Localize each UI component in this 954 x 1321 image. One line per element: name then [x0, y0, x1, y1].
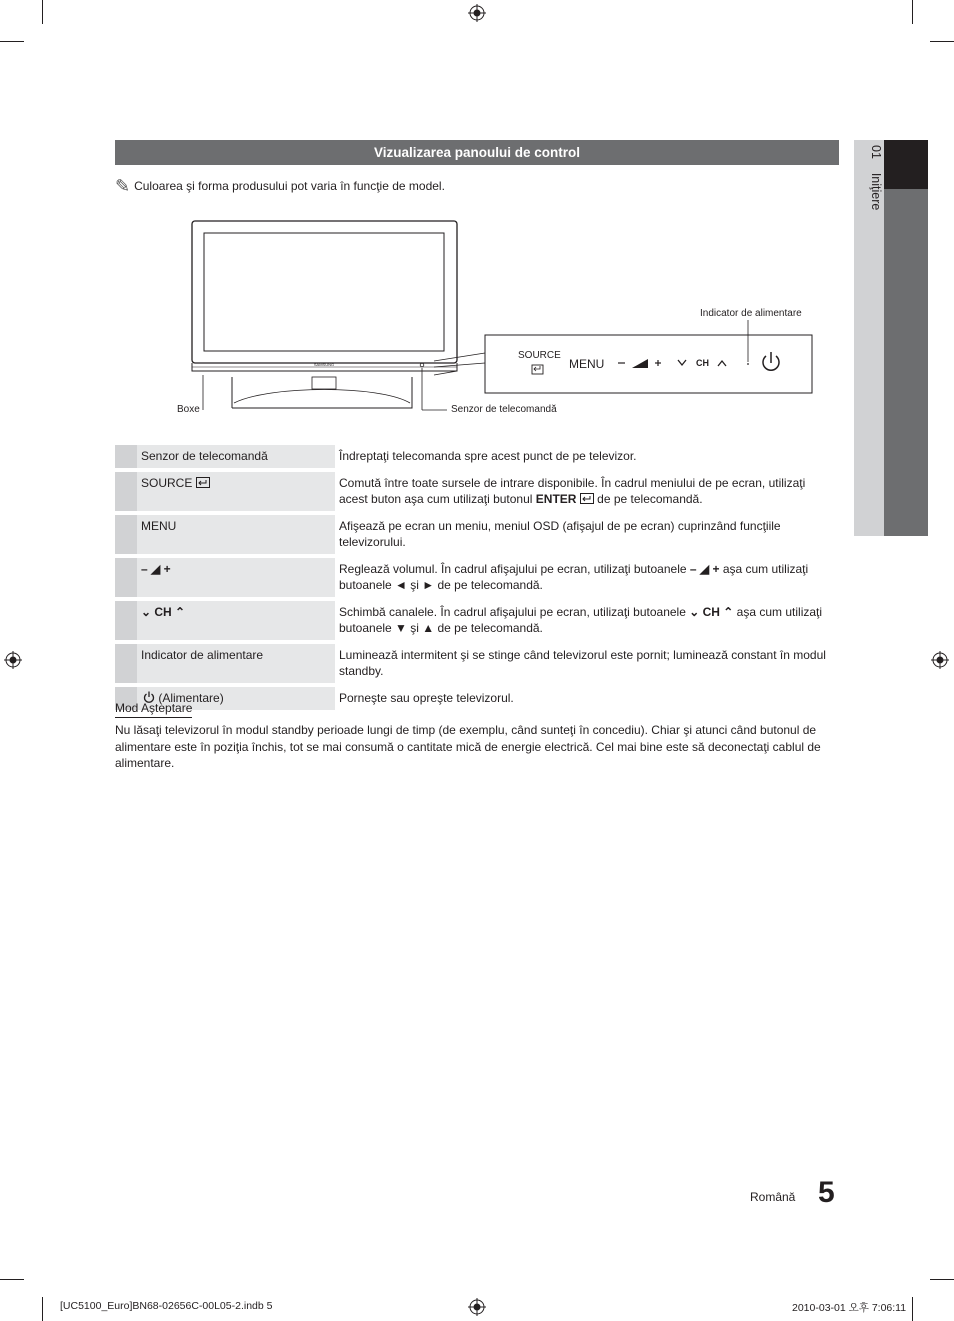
tv-stand-neck — [312, 377, 336, 389]
registration-mark-icon — [468, 4, 486, 22]
section-title: Vizualizarea panoului de control — [115, 140, 839, 165]
crop-mark — [0, 1279, 24, 1280]
registration-mark-icon — [468, 1298, 486, 1316]
row-marker — [115, 513, 137, 556]
standby-text: Nu lăsaţi televizorul în modul standby perioade lungi de timp (de exemplu, când sunteţi în concediu). Chiar şi atunci când butonul de alimentare este în poziţia închis, tot se mai consumă o cantitate mică de energie electrică. Cel mai bine este să deconectaţi cablul de alimentare. — [115, 723, 821, 770]
crop-mark — [42, 1297, 43, 1321]
table-row — [115, 599, 839, 642]
speakers-callout: Boxe — [177, 404, 200, 415]
panel-ch-label: CH — [696, 358, 709, 368]
table-row — [115, 445, 839, 470]
control-name-text: (Alimentare) — [158, 691, 224, 705]
channel-symbol: ⌄ CH ⌃ — [689, 605, 734, 619]
control-description-tail: de pe telecomandă. — [597, 492, 703, 506]
control-description: Îndreptaţi telecomanda spre acest punct de pe televizor. — [335, 445, 839, 470]
control-description-text: Schimbă canalele. În cadrul afişajului pe ecran, utilizaţi butoanele — [339, 605, 686, 619]
table-row — [115, 470, 839, 513]
crop-mark — [912, 0, 913, 24]
print-slug-left: [UC5100_Euro]BN68-02656C-00L05-2.indb 5 — [60, 1300, 273, 1312]
table-row — [115, 685, 839, 712]
control-name: ⌄ CH ⌃ — [137, 599, 335, 642]
chapter-tab-label — [855, 145, 883, 210]
remote-sensor-point — [420, 363, 424, 367]
volume-symbol: – ◢ + — [689, 562, 720, 576]
standby-title: Mod Aşteptare — [115, 701, 192, 718]
page-number: 5 — [818, 1176, 835, 1209]
control-name: MENU — [137, 513, 335, 556]
model-note-text: Culoarea şi forma produsului pot varia în funcţie de model. — [134, 179, 445, 193]
control-description-tail: aşa cum utilizaţi butoanele ▼ şi ▲ de pe telecomandă. — [339, 605, 823, 635]
control-description: Porneşte sau opreşte televizorul. — [335, 685, 839, 712]
pencil-note-icon: ✎ — [115, 176, 131, 196]
control-description: Luminează intermitent şi se stinge când televizorul este pornit; luminează constant în modul standby. — [335, 642, 839, 685]
crop-mark — [42, 0, 43, 24]
control-name: – ◢ + — [137, 556, 335, 599]
chapter-number: 01 — [869, 145, 883, 159]
control-description — [335, 556, 839, 599]
footer-language: Română — [750, 1190, 796, 1204]
control-name: Senzor de telecomandă — [137, 445, 335, 470]
crop-mark — [930, 41, 954, 42]
panel-source-label: SOURCE — [518, 350, 561, 361]
registration-mark-icon — [4, 651, 22, 669]
row-marker — [115, 599, 137, 642]
enter-icon — [580, 493, 594, 504]
chapter-title: Iniţiere — [869, 172, 883, 211]
table-row — [115, 642, 839, 685]
row-marker — [115, 470, 137, 513]
row-marker — [115, 556, 137, 599]
power-indicator-callout: Indicator de alimentare — [700, 308, 802, 319]
control-description: Afişează pe ecran un meniu, meniul OSD (afişajul de pe ecran) cuprinzând funcţiile televizorului. — [335, 513, 839, 556]
row-marker — [115, 445, 137, 470]
enter-icon — [196, 477, 210, 488]
crop-mark — [912, 1297, 913, 1321]
panel-menu-label: MENU — [569, 357, 605, 371]
enter-label: ENTER — [535, 492, 577, 506]
control-description — [335, 599, 839, 642]
tv-screen — [204, 233, 444, 351]
control-name-text: SOURCE — [141, 476, 193, 490]
crop-mark — [930, 1279, 954, 1280]
control-description-tail: aşa cum utilizaţi butoanele ◄ şi ► de pe telecomandă. — [339, 562, 809, 592]
chapter-tab-strip — [884, 189, 928, 536]
control-panel-table — [115, 445, 839, 714]
power-indicator-dot — [747, 363, 749, 365]
model-note — [115, 176, 445, 197]
row-marker — [115, 642, 137, 685]
control-description-text: Comută între toate sursele de intrare disponibile. În cadrul meniului de pe ecran, utilizaţi acest buton aşa cum utilizaţi butonul — [339, 476, 806, 506]
control-description — [335, 470, 839, 513]
remote-sensor-callout: Senzor de telecomandă — [451, 404, 557, 415]
table-row — [115, 513, 839, 556]
control-description-text: Reglează volumul. În cadrul afişajului pe ecran, utilizaţi butoanele — [339, 562, 687, 576]
tv-brand-logo: SAMSUNG — [313, 362, 335, 367]
control-name: Indicator de alimentare — [137, 642, 335, 685]
registration-mark-icon — [931, 651, 949, 669]
crop-mark — [0, 41, 24, 42]
control-name — [137, 470, 335, 513]
table-row — [115, 556, 839, 599]
chapter-tab-marker — [884, 140, 928, 189]
print-slug-right: 2010-03-01 오후 7:06:11 — [792, 1302, 907, 1314]
